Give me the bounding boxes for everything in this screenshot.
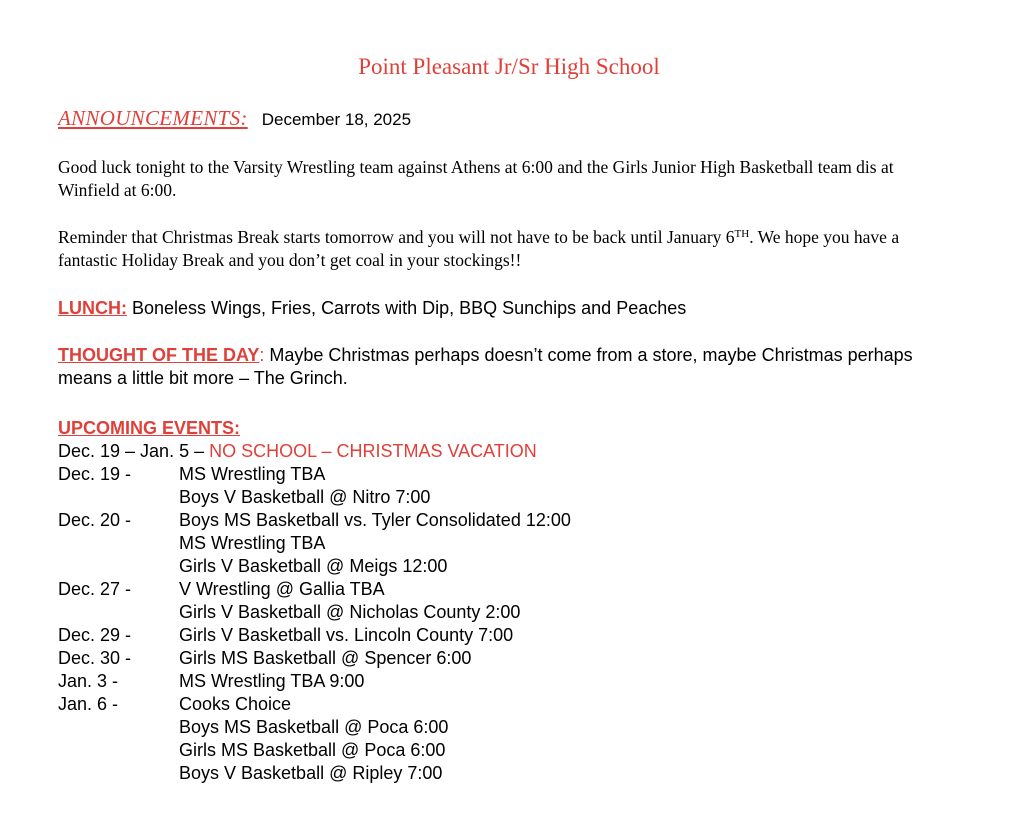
- christmas-break-paragraph: [58, 226, 958, 272]
- event-text: Cooks Choice: [179, 694, 292, 714]
- thought-colon: :: [259, 345, 265, 365]
- event-date: Dec. 20 -: [58, 510, 132, 530]
- event-text: Boys V Basketball @ Ripley 7:00: [179, 763, 443, 783]
- thought-label: THOUGHT OF THE DAY: [58, 345, 260, 365]
- event-text: Boys MS Basketball vs. Tyler Consolidated 12:00: [179, 510, 571, 530]
- event-row: [58, 486, 958, 509]
- thought-text: Maybe Christmas perhaps doesn’t come from a store, maybe Christmas perhaps means a little bit more – The Grinch.: [58, 345, 913, 388]
- announcements-label: ANNOUNCEMENTS:: [58, 106, 248, 130]
- event-text: Boys MS Basketball @ Poca 6:00: [179, 717, 449, 737]
- event-row: [58, 670, 958, 693]
- vacation-dates: Dec. 19 – Jan. 5 –: [58, 441, 210, 461]
- event-row: [58, 463, 958, 486]
- event-row: [58, 716, 958, 739]
- event-text: Girls MS Basketball @ Spencer 6:00: [179, 648, 472, 668]
- lunch-section: [58, 297, 958, 320]
- event-row: [58, 601, 958, 624]
- lunch-label: LUNCH:: [58, 298, 127, 318]
- announcements-header: [58, 106, 411, 131]
- event-text: Girls V Basketball @ Nicholas County 2:00: [179, 602, 521, 622]
- event-text: Boys V Basketball @ Nitro 7:00: [179, 487, 431, 507]
- event-date: Dec. 29 -: [58, 625, 132, 645]
- event-date: Jan. 3 -: [58, 671, 119, 691]
- lunch-menu: Boneless Wings, Fries, Carrots with Dip, BBQ Sunchips and Peaches: [127, 298, 687, 318]
- event-text: Girls V Basketball vs. Lincoln County 7:00: [179, 625, 514, 645]
- event-text: Girls V Basketball @ Meigs 12:00: [179, 556, 448, 576]
- event-date: Dec. 30 -: [58, 648, 132, 668]
- event-text: MS Wrestling TBA: [179, 464, 326, 484]
- event-row: [58, 762, 958, 785]
- event-date: Dec. 19 -: [58, 464, 132, 484]
- event-row: [58, 578, 958, 601]
- event-row: [58, 693, 958, 716]
- event-text: Girls MS Basketball @ Poca 6:00: [179, 740, 446, 760]
- upcoming-events-label: UPCOMING EVENTS:: [58, 418, 241, 438]
- event-row: [58, 739, 958, 762]
- announcement-date: December 18, 2025: [261, 110, 412, 129]
- break-text-before: Reminder that Christmas Break starts tomorrow and you will not have to be back until January 6: [58, 227, 735, 247]
- event-date: Dec. 27 -: [58, 579, 132, 599]
- event-text: MS Wrestling TBA 9:00: [179, 671, 365, 691]
- event-date: Jan. 6 -: [58, 694, 119, 714]
- vacation-notice: NO SCHOOL – CHRISTMAS VACATION: [209, 441, 537, 461]
- event-text: V Wrestling @ Gallia TBA: [179, 579, 385, 599]
- event-text: MS Wrestling TBA: [179, 533, 326, 553]
- event-row: [58, 555, 958, 578]
- event-row: [58, 532, 958, 555]
- wrestling-paragraph: Good luck tonight to the Varsity Wrestling team against Athens at 6:00 and the Girls Junior High Basketball team dis at Winfield at 6:00.: [58, 157, 894, 200]
- break-text-superscript: TH: [734, 228, 750, 240]
- events-list: [58, 440, 958, 785]
- vacation-line: [58, 440, 958, 463]
- event-row: [58, 509, 958, 532]
- event-row: [58, 624, 958, 647]
- thought-section: [58, 344, 958, 390]
- event-row: [58, 647, 958, 670]
- school-title: Point Pleasant Jr/Sr High School: [358, 54, 660, 79]
- break-text-after: . We hope you have a fantastic Holiday Break and you don’t get coal in your stockings!!: [58, 227, 900, 270]
- upcoming-events-section: [58, 417, 240, 440]
